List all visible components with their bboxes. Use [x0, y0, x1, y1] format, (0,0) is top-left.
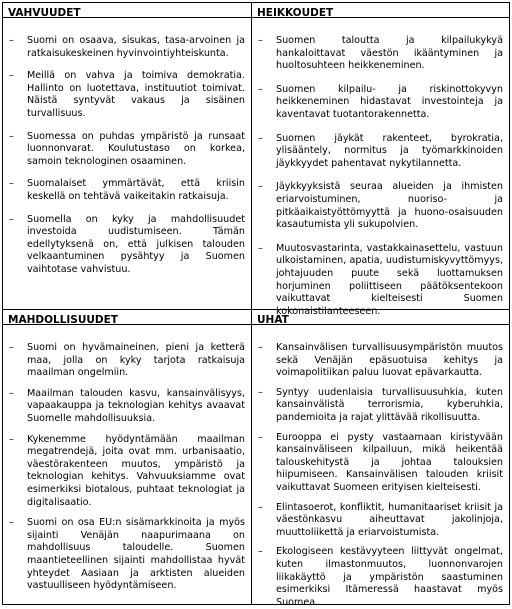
bullet-dash: –	[9, 35, 14, 46]
bullet-dash: –	[258, 501, 263, 513]
list-item: – Suomessa on puhdas ympäristö ja runsaat luonnonvarat. Koulutustaso on korkea, samoin teknologinen osaaminen.	[9, 130, 245, 167]
strengths-list	[3, 18, 251, 277]
bullet-dash: –	[9, 213, 14, 225]
weaknesses-list	[252, 18, 509, 318]
bullet-dash: –	[258, 181, 263, 193]
bullet-dash: –	[258, 546, 263, 558]
list-item: – Eurooppa ei pysty vastaamaan kiristyvään kansainväliseen kilpailuun, mikä heikentää talouskehitystä ja johtaa talouksien hiipumiseen. Kansainvälisen talouden kriisit vaikuttavat Suomeen erityisen kielteisesti.	[258, 431, 503, 493]
strengths-heading: VAHVUUDET	[3, 3, 251, 18]
strengths-quadrant	[3, 3, 251, 309]
opportunities-quadrant	[3, 310, 251, 604]
bullet-dash: –	[258, 386, 263, 398]
list-item: – Suomen taloutta ja kilpailukykyä hankaloittavat väestön ikääntyminen ja huoltosuhteen heikkeneminen.	[258, 35, 503, 72]
bullet-dash: –	[258, 431, 263, 443]
bullet-dash: –	[9, 70, 14, 82]
bullet-dash: –	[9, 178, 14, 190]
list-item: – Suomi on osa EU:n sisämarkkinoita ja myös sijainti Venäjän naapurimaana on mahdollisuus taloudelle. Suomen maantieteellinen sijainti mahdollistaa hyvät yhteydet Aasiaan ja arktisten alueiden vastuulliseen hyödyntämiseen.	[9, 517, 245, 592]
bullet-dash: –	[9, 517, 14, 529]
bullet-dash: –	[258, 35, 263, 46]
bullet-dash: –	[258, 242, 263, 254]
bullet-dash: –	[9, 130, 14, 142]
list-item: – Kansainvälisen turvallisuusympäristön muutos sekä Venäjän epäsuotuisa kehitys ja voimapolitiikan paluu luovat epävarkautta.	[258, 342, 503, 379]
list-item: – Suomi on osaava, sisukas, tasa-arvoinen ja ratkaisukeskeinen hyvinvointiyhteiskunta.	[9, 35, 245, 59]
list-item: – Suomi on hyvämaineinen, pieni ja ketterä maa, jolla on kyky tarjota ratkaisuja maailman ongelmiin.	[9, 342, 245, 379]
threats-list	[252, 325, 509, 609]
threats-heading: UHAT	[252, 310, 509, 325]
bullet-dash: –	[9, 433, 14, 445]
list-item: – Elintasoerot, konfliktit, humanitaariset kriisit ja väestönkasvu aiheuttavat jakolinjoja, muuttoliikettä ja eriarvoistumista.	[258, 501, 503, 538]
list-item: – Suomen kilpailu- ja riskinottokyvyn heikkeneminen hidastavat investointeja ja kaventavat tuotantorakennetta.	[258, 83, 503, 120]
bullet-dash: –	[9, 387, 14, 399]
list-item: – Ekologiseen kestävyyteen liittyvät ongelmat, kuten ilmastonmuutos, luonnonvarojen liikakäyttö ja ympäristön saastuminen esimerkiksi Itämeressä haastavat myös Suomea.	[258, 546, 503, 608]
list-item: – Kykenemme hyödyntämään maailman megatrendejä, joita ovat mm. urbanisaatio, väestörakenteen muutos, ympäristö ja teknologian kehitys. Vahvuuksiamme ovat esimerkiksi biotalous, puhtaat teknologiat ja digitalisaatio.	[9, 433, 245, 508]
bullet-dash: –	[9, 342, 14, 353]
list-item: – Suomella on kyky ja mahdollisuudet investoida uudistumiseen. Tämän edellytyksenä on, että julkisen talouden velkaantuminen pysähtyy ja Suomen vaihtotase vahvistuu.	[9, 213, 245, 275]
list-item: – Syntyy uudenlaisia turvallisuusuhkia, kuten kansainvälistä terrorismia, kyberuhkia, pandemioita ja rajat ylittävää rikollisuutta.	[258, 386, 503, 423]
list-item: – Muutosvastarinta, vastakkainasettelu, vastuun ulkoistaminen, apatia, uudistumiskyvyttömyys, johtajuuden puute sekä luottamuksen horjuminen poliittiseen päätöksentekoon vaikuttavat kielteisesti Suomen kokonaistilanteeseen.	[258, 242, 503, 317]
weaknesses-heading: HEIKKOUDET	[252, 3, 509, 18]
list-item: – Suomen jäykät rakenteet, byrokratia, ylisääntely, normitus ja työmarkkinoiden jäykkyydet pahentavat nykytilannetta.	[258, 132, 503, 169]
weaknesses-quadrant	[252, 3, 509, 317]
opportunities-heading: MAHDOLLISUUDET	[3, 310, 251, 325]
list-item: – Jäykkyyksistä seuraa alueiden ja ihmisten eriarvoistuminen, nuoriso- ja pitkäaikaistyöttömyyttä ja huono-osaisuuden kasautumista yli sukupolvien.	[258, 181, 503, 231]
opportunities-list	[3, 325, 251, 593]
swot-table	[2, 2, 510, 608]
list-item: – Maailman talouden kasvu, kansainvälisyys, vapaakauppa ja teknologian kehitys avaavat Suomelle mahdollisuuksia.	[9, 387, 245, 424]
bullet-dash: –	[258, 342, 263, 353]
list-item: – Suomalaiset ymmärtävät, että kriisin keskellä on tehtävä vaikeitakin ratkaisuja.	[9, 178, 245, 202]
bullet-dash: –	[258, 83, 263, 95]
threats-quadrant	[252, 310, 509, 608]
list-item: – Meillä on vahva ja toimiva demokratia. Hallinto on luotettava, instituutiot toimivat. Näistä syntyvät vakaus ja sisäinen turvallisuus.	[9, 70, 245, 119]
bullet-dash: –	[258, 132, 263, 144]
